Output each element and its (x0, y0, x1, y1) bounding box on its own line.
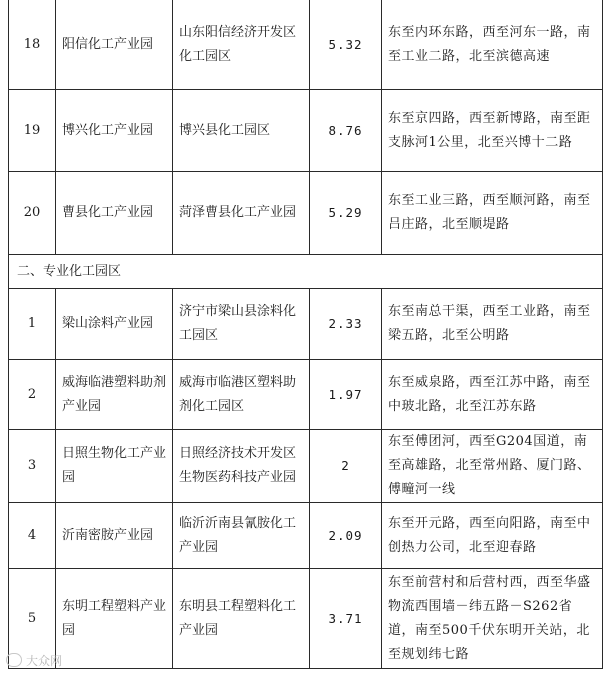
table-row (9, 0, 603, 90)
park-boundary: 东至南总干渠，西至工业路，南至梁五路，北至公明路 (382, 289, 603, 360)
table-row (9, 503, 603, 569)
chemical-park-table (8, 0, 603, 669)
park-name: 阳信化工产业园 (56, 0, 173, 90)
park-name: 威海临港塑料助剂产业园 (56, 360, 173, 430)
row-number: 20 (9, 172, 56, 255)
row-number: 1 (9, 289, 56, 360)
park-boundary: 东至开元路，西至向阳路，南至中创热力公司，北至迎春路 (382, 503, 603, 569)
park-area: 1.97 (310, 360, 382, 430)
park-name: 梁山涂料产业园 (56, 289, 173, 360)
park-boundary: 东至威泉路，西至江苏中路，南至中玻北路，北至江苏东路 (382, 360, 603, 430)
park-region: 菏泽曹县化工产业园 (173, 172, 310, 255)
park-area: 2 (310, 430, 382, 503)
park-region: 济宁市梁山县涂料化工园区 (173, 289, 310, 360)
park-region: 临沂沂南县氰胺化工产业园 (173, 503, 310, 569)
park-area: 5.29 (310, 172, 382, 255)
park-boundary: 东至前营村和后营村西，西至华盛物流西围墙－纬五路－S262省道，南至500千伏东明开关站，北至规划纬七路 (382, 569, 603, 669)
watermark (6, 652, 62, 669)
row-number: 5 (9, 569, 56, 669)
park-region: 山东阳信经济开发区化工园区 (173, 0, 310, 90)
table-row (9, 172, 603, 255)
section-title: 二、专业化工园区 (9, 255, 603, 289)
park-region: 东明县工程塑料化工产业园 (173, 569, 310, 669)
row-number: 19 (9, 90, 56, 172)
table-row (9, 430, 603, 503)
park-area: 2.09 (310, 503, 382, 569)
park-boundary: 东至工业三路，西至顺河路，南至吕庄路，北至顺堤路 (382, 172, 603, 255)
park-boundary: 东至内环东路，西至河东一路，南至工业二路，北至滨德高速 (382, 0, 603, 90)
park-name: 东明工程塑料产业园 (56, 569, 173, 669)
park-name: 沂南密胺产业园 (56, 503, 173, 569)
row-number: 2 (9, 360, 56, 430)
table-row (9, 360, 603, 430)
watermark-text: 大众网 (26, 654, 63, 668)
park-boundary: 东至京四路，西至新博路，南至距支脉河1公里，北至兴博十二路 (382, 90, 603, 172)
table-row (9, 569, 603, 669)
park-region: 威海市临港区塑料助剂化工园区 (173, 360, 310, 430)
row-number: 4 (9, 503, 56, 569)
section-row (9, 255, 603, 289)
park-name: 博兴化工产业园 (56, 90, 173, 172)
park-region: 博兴县化工园区 (173, 90, 310, 172)
row-number: 3 (9, 430, 56, 503)
park-name: 日照生物化工产业园 (56, 430, 173, 503)
park-area: 3.71 (310, 569, 382, 669)
table-row (9, 289, 603, 360)
weibo-logo-icon (6, 653, 22, 667)
park-name: 曹县化工产业园 (56, 172, 173, 255)
park-area: 2.33 (310, 289, 382, 360)
park-area: 5.32 (310, 0, 382, 90)
park-boundary: 东至傅团河，西至G204国道，南至高雄路，北至常州路、厦门路、傅疃河一线 (382, 430, 603, 503)
row-number: 18 (9, 0, 56, 90)
park-region: 日照经济技术开发区生物医药科技产业园 (173, 430, 310, 503)
table-row (9, 90, 603, 172)
park-area: 8.76 (310, 90, 382, 172)
